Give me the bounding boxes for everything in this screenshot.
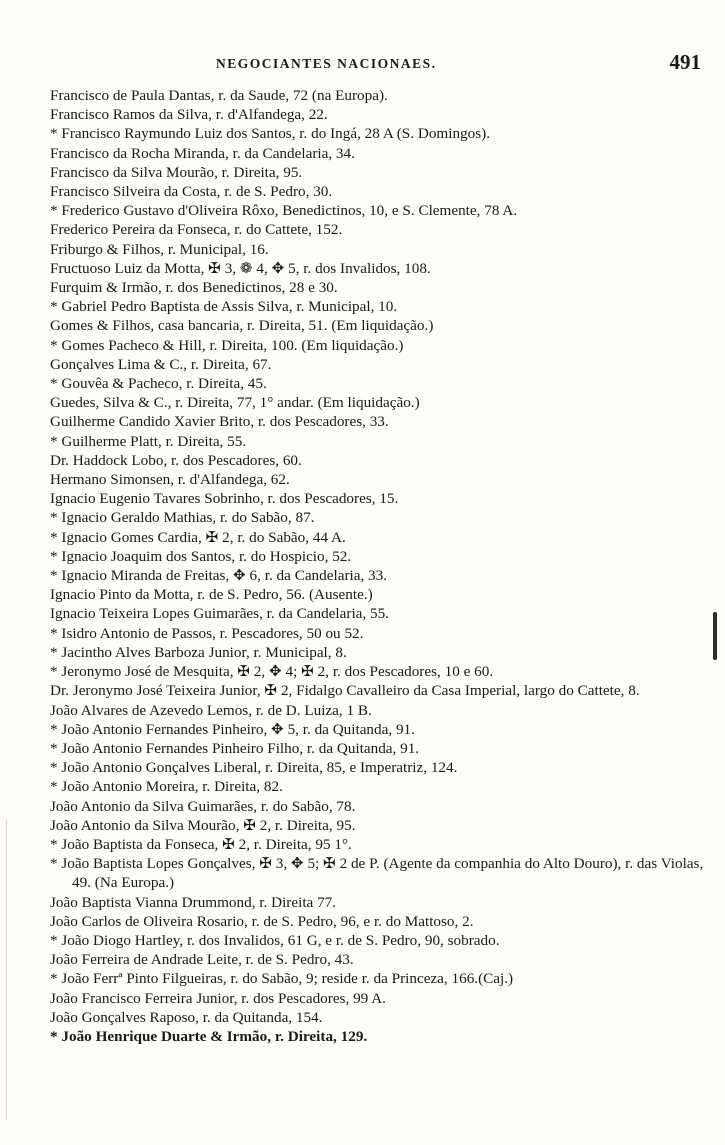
binding-shadow (6, 820, 7, 1120)
merchant-entry: Furquim & Irmão, r. dos Benedictinos, 28 e 30. (50, 279, 338, 297)
merchant-entry: * Frederico Gustavo d'Oliveira Rôxo, Benedictinos, 10, e S. Clemente, 78 A. (50, 202, 518, 220)
merchant-entry: * Jacintho Alves Barboza Junior, r. Municipal, 8. (50, 643, 347, 661)
merchant-entry: * Ignacio Miranda de Freitas, ✥ 6, r. da Candelaria, 33. (50, 567, 388, 585)
merchant-entry: * Jeronymo José de Mesquita, ✠ 2, ✥ 4; ✠ 2, r. dos Pescadores, 10 e 60. (50, 663, 494, 681)
merchant-entry: Gonçalves Lima & C., r. Direita, 67. (50, 355, 272, 373)
merchant-entry: João Antonio da Silva Guimarães, r. do Sabão, 78. (50, 797, 356, 815)
merchant-entry: Dr. Jeronymo José Teixeira Junior, ✠ 2, Fidalgo Cavalleiro da Casa Imperial, largo do Cattete, 8. (50, 682, 640, 700)
merchant-entry: * João Baptista da Fonseca, ✠ 2, r. Direita, 95 1°. (50, 835, 352, 853)
merchant-entry: João Carlos de Oliveira Rosario, r. de S. Pedro, 96, e r. do Mattoso, 2. (50, 912, 474, 930)
merchant-entry: * Francisco Raymundo Luiz dos Santos, r. do Ingá, 28 A (S. Domingos). (50, 125, 490, 143)
merchant-entry: Francisco Ramos da Silva, r. d'Alfandega, 22. (50, 106, 328, 124)
merchant-entry: * Isidro Antonio de Passos, r. Pescadores, 50 ou 52. (50, 624, 364, 642)
merchant-entry: João Francisco Ferreira Junior, r. dos Pescadores, 99 A. (50, 989, 386, 1007)
merchant-entry: Friburgo & Filhos, r. Municipal, 16. (50, 240, 269, 258)
merchant-entry: Hermano Simonsen, r. d'Alfandega, 62. (50, 471, 290, 489)
merchant-entry: João Alvares de Azevedo Lemos, r. de D. Luiza, 1 B. (50, 701, 372, 719)
merchant-entry: Francisco Silveira da Costa, r. de S. Pedro, 30. (50, 183, 333, 201)
merchant-entry: Ignacio Teixeira Lopes Guimarães, r. da Candelaria, 55. (50, 605, 389, 623)
merchant-list (50, 86, 711, 1046)
merchant-entry: * João Baptista Lopes Gonçalves, ✠ 3, ✥ 5; ✠ 2 de P. (Agente da companhia do Alto Douro), r. das Violas, 49. (Na Europa.) (50, 855, 704, 892)
merchant-entry: Francisco de Paula Dantas, r. da Saude, 72 (na Europa). (50, 87, 388, 104)
page-number: 491 (669, 50, 701, 74)
merchant-entry: * Guilherme Platt, r. Direita, 55. (50, 432, 247, 450)
merchant-entry: * João Antonio Fernandes Pinheiro, ✥ 5, r. da Quitanda, 91. (50, 720, 415, 738)
merchant-entry: * Ignacio Geraldo Mathias, r. do Sabão, 87. (50, 509, 315, 527)
merchant-entry: Guedes, Silva & C., r. Direita, 77, 1° andar. (Em liquidação.) (50, 394, 420, 412)
merchant-entry: João Baptista Vianna Drummond, r. Direita 77. (50, 893, 337, 911)
running-head: NEGOCIANTES NACIONAES. (216, 56, 437, 71)
merchant-entry: * João Henrique Duarte & Irmão, r. Direita, 129. (50, 1027, 368, 1045)
merchant-entry: Fructuoso Luiz da Motta, ✠ 3, ❁ 4, ✥ 5, r. dos Invalidos, 108. (50, 259, 431, 277)
merchant-entry: * João Antonio Moreira, r. Direita, 82. (50, 778, 283, 796)
merchant-entry: * João Antonio Fernandes Pinheiro Filho, r. da Quitanda, 91. (50, 739, 420, 757)
merchant-entry: Ignacio Pinto da Motta, r. de S. Pedro, 56. (Ausente.) (50, 586, 373, 604)
merchant-entry: Guilherme Candido Xavier Brito, r. dos Pescadores, 33. (50, 413, 389, 431)
merchant-entry: * João Antonio Gonçalves Liberal, r. Direita, 85, e Imperatriz, 124. (50, 759, 458, 777)
merchant-entry: * Gouvêa & Pacheco, r. Direita, 45. (50, 375, 267, 393)
merchant-entry: * Ignacio Gomes Cardia, ✠ 2, r. do Sabão, 44 A. (50, 528, 346, 546)
merchant-entry: * João Diogo Hartley, r. dos Invalidos, 61 G, e r. de S. Pedro, 90, sobrado. (50, 931, 500, 949)
merchant-entry: João Antonio da Silva Mourão, ✠ 2, r. Direita, 95. (50, 816, 356, 834)
merchant-entry: João Ferreira de Andrade Leite, r. de S. Pedro, 43. (50, 951, 354, 969)
merchant-entry: * Ignacio Joaquim dos Santos, r. do Hospicio, 52. (50, 547, 352, 565)
merchant-entry: Ignacio Eugenio Tavares Sobrinho, r. dos Pescadores, 15. (50, 490, 399, 508)
merchant-entry: Francisco da Rocha Miranda, r. da Candelaria, 34. (50, 144, 355, 162)
merchant-entry: Frederico Pereira da Fonseca, r. do Cattete, 152. (50, 221, 343, 239)
merchant-entry: * Gabriel Pedro Baptista de Assis Silva, r. Municipal, 10. (50, 298, 398, 316)
merchant-entry: João Gonçalves Raposo, r. da Quitanda, 154. (50, 1008, 323, 1026)
merchant-entry: * João Ferrª Pinto Filgueiras, r. do Sabão, 9; reside r. da Princeza, 166.(Caj.) (50, 970, 514, 988)
merchant-entry: Dr. Haddock Lobo, r. dos Pescadores, 60. (50, 451, 302, 469)
margin-ink-mark (713, 612, 717, 660)
merchant-entry: Gomes & Filhos, casa bancaria, r. Direita, 51. (Em liquidação.) (50, 317, 434, 335)
merchant-entry: Francisco da Silva Mourão, r. Direita, 95. (50, 163, 303, 181)
merchant-entry: * Gomes Pacheco & Hill, r. Direita, 100. (Em liquidação.) (50, 336, 404, 354)
